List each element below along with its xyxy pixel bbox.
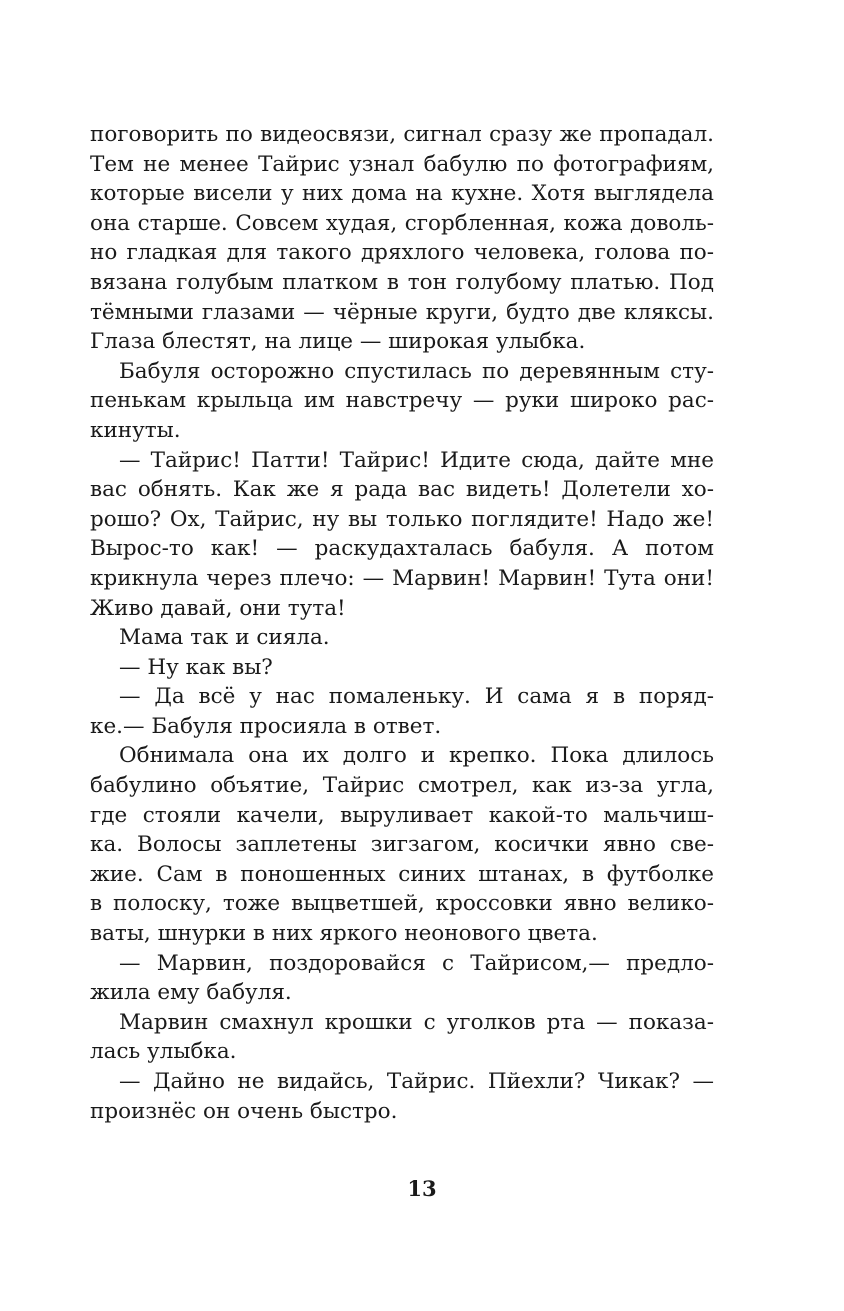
text-line: тёмными глазами — чёрные круги, будто две кляксы. xyxy=(90,299,714,325)
text-line: в полоску, тоже выцветшей, кроссовки явно велико- xyxy=(90,891,714,917)
text-line: Тем не менее Тайрис узнал бабулю по фотографиям, xyxy=(90,151,714,177)
text-line: пенькам крыльца им навстречу — руки широко рас- xyxy=(90,388,714,414)
text-line: ваты, шнурки в них яркого неонового цвета. xyxy=(90,921,598,947)
text-line: — Тайрис! Патти! Тайрис! Идите сюда, дайте мне xyxy=(119,447,714,473)
text-line: лась улыбка. xyxy=(90,1039,237,1065)
text-line: вязана голубым платком в тон голубому платью. Под xyxy=(90,269,714,295)
text-line: Глаза блестят, на лице — широкая улыбка. xyxy=(90,329,586,355)
text-line: — Ну как вы? xyxy=(119,654,273,680)
text-line: Вырос-то как! — раскудахталась бабуля. А потом xyxy=(90,536,714,562)
text-line: крикнула через плечо: — Марвин! Марвин! Тута они! xyxy=(90,565,714,591)
body-text xyxy=(90,120,714,1126)
text-line: жие. Сам в поношенных синих штанах, в футболке xyxy=(90,861,714,887)
text-line: — Да всё у нас помаленьку. И сама я в поряд- xyxy=(119,684,714,710)
text-line: она старше. Совсем худая, сгорбленная, кожа доволь- xyxy=(90,210,714,236)
page-number: 13 xyxy=(407,1176,437,1201)
text-line: Бабуля осторожно спустилась по деревянным сту- xyxy=(119,358,714,384)
text-line: вас обнять. Как же я рада вас видеть! Долетели хо- xyxy=(90,477,714,503)
text-line: Обнимала она их долго и крепко. Пока длилось xyxy=(119,743,714,769)
text-line: где стояли качели, выруливает какой-то мальчиш- xyxy=(90,802,714,828)
text-line: Марвин смахнул крошки с уголков рта — показа- xyxy=(119,1009,714,1035)
text-line: кинуты. xyxy=(90,417,181,443)
text-line: поговорить по видеосвязи, сигнал сразу же пропадал. xyxy=(90,122,714,147)
text-line: ке.— Бабуля просияла в ответ. xyxy=(90,713,442,739)
text-line: произнёс он очень быстро. xyxy=(90,1098,398,1124)
text-line: ка. Волосы заплетены зигзагом, косички явно све- xyxy=(90,832,714,858)
text-line: которые висели у них дома на кухне. Хотя выглядела xyxy=(90,181,714,207)
text-line: Живо давай, они тута! xyxy=(90,595,346,621)
text-line: но гладкая для такого дряхлого человека, голова по- xyxy=(90,240,714,266)
text-line: рошо? Ох, Тайрис, ну вы только поглядите! Надо же! xyxy=(90,506,714,532)
text-line: — Марвин, поздоровайся с Тайрисом,— предло- xyxy=(119,950,714,976)
text-line: бабулино объятие, Тайрис смотрел, как из-за угла, xyxy=(90,773,714,799)
text-line: жила ему бабуля. xyxy=(90,980,292,1006)
text-line: Мама так и сияла. xyxy=(119,625,330,651)
text-line: — Дайно не видайсь, Тайрис. Пйехли? Чикак? — xyxy=(119,1069,714,1094)
